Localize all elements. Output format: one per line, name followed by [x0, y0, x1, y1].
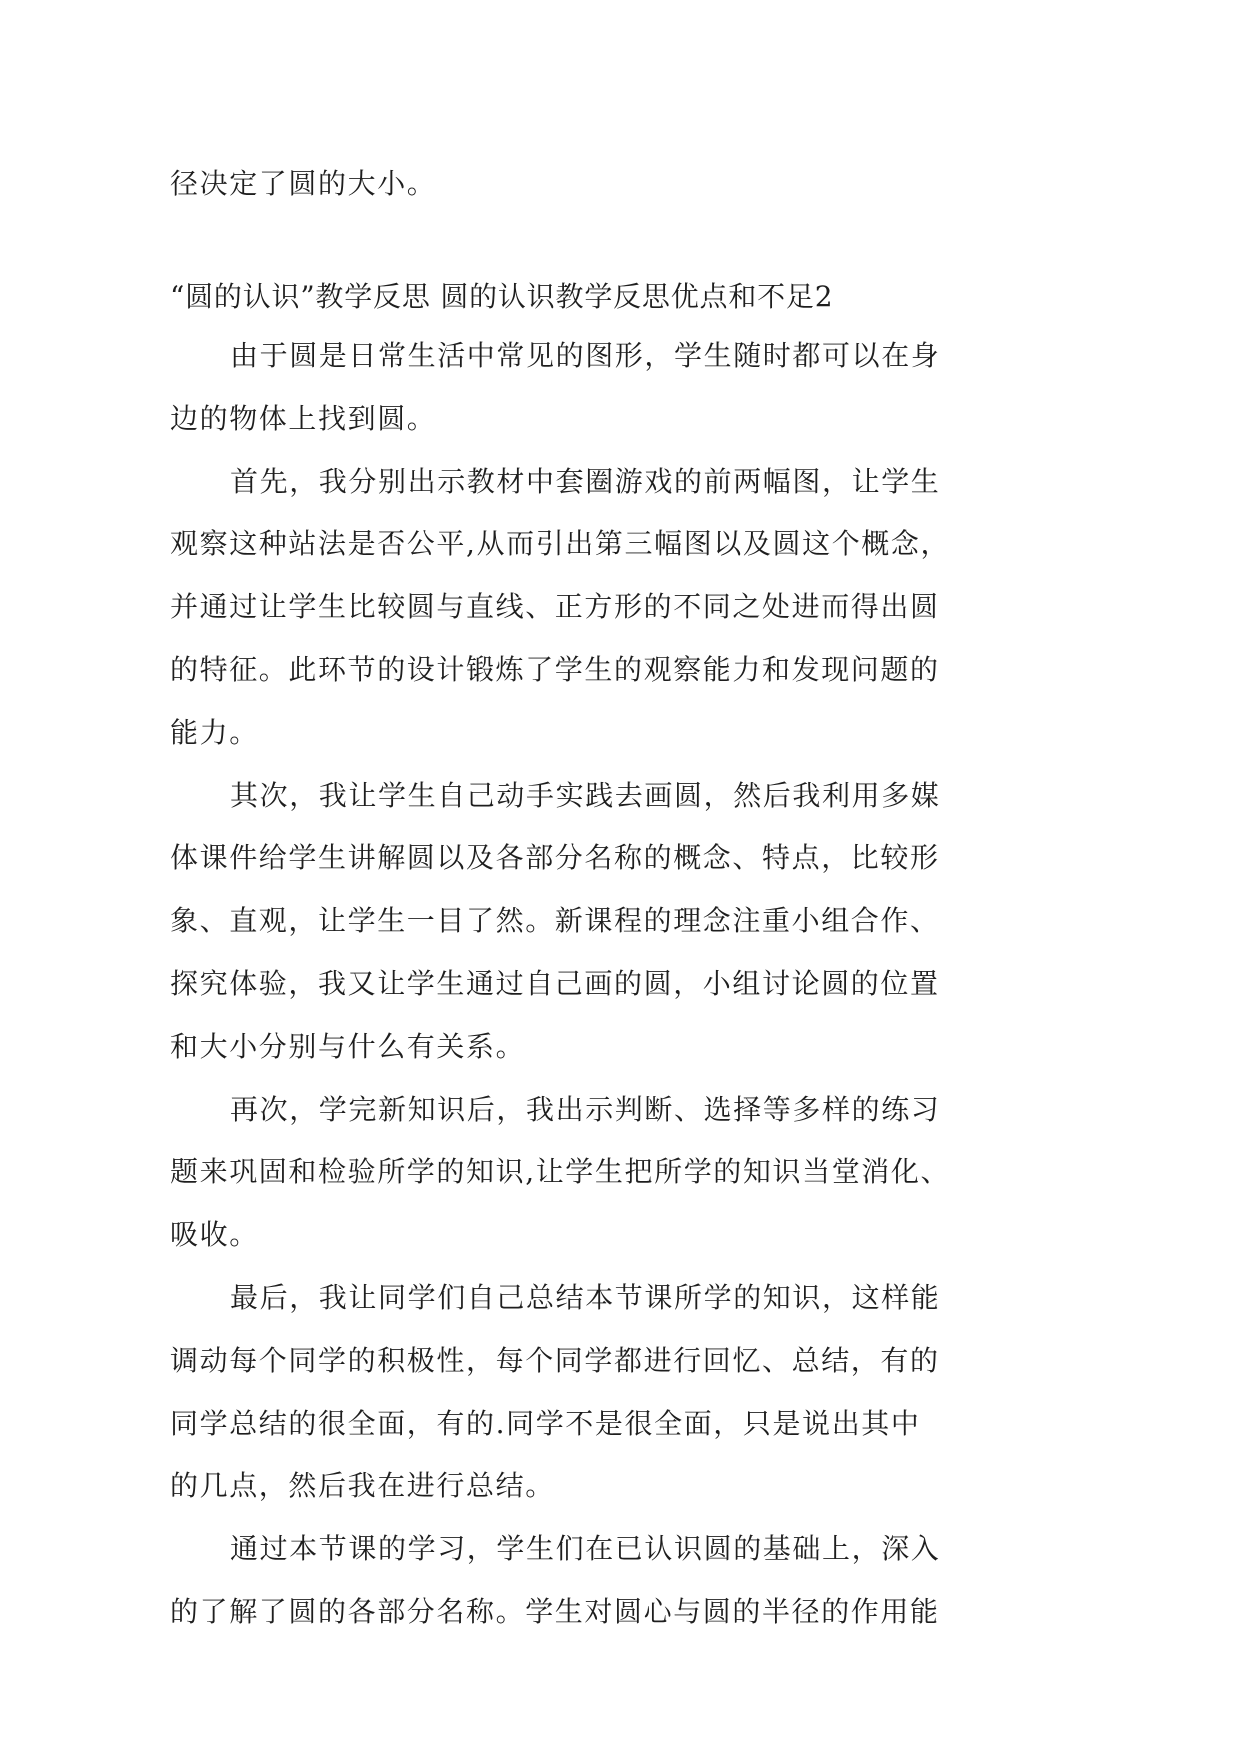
text-line: 能力。 — [170, 715, 259, 749]
text-line: 吸收。 — [170, 1218, 259, 1252]
text-line: 的特征。此环节的设计锻炼了学生的观察能力和发现问题的 — [170, 652, 940, 686]
text-line: 探究体验，我又让学生通过自己画的圆，小组讨论圆的位置 — [170, 966, 940, 1000]
text-line: 其次，我让学生自己动手实践去画圆，然后我利用多媒 — [230, 778, 941, 812]
text-line: 同学总结的很全面，有的.同学不是很全面，只是说出其中 — [170, 1406, 921, 1440]
paragraph — [170, 451, 990, 765]
text-line: 调动每个同学的积极性，每个同学都进行回忆、总结，有的 — [170, 1343, 940, 1377]
text-line: 由于圆是日常生活中常见的图形，学生随时都可以在身 — [230, 339, 941, 372]
paragraph — [170, 765, 990, 1079]
section-heading: “圆的认识”教学反思 圆的认识教学反思优点和不足2 — [170, 280, 834, 313]
text-line: 的几点，然后我在进行总结。 — [170, 1469, 555, 1503]
text-line: 首先，我分别出示教材中套圈游戏的前两幅图，让学生 — [230, 464, 941, 498]
paragraph — [170, 325, 990, 451]
paragraph — [170, 1518, 990, 1644]
text-line: 题来巩固和检验所学的知识,让学生把所学的知识当堂消化、 — [170, 1155, 951, 1189]
text-line: 最后，我让同学们自己总结本节课所学的知识，这样能 — [230, 1280, 941, 1314]
continued-paragraph — [170, 153, 990, 216]
text-line: 观察这种站法是否公平,从而引出第三幅图以及圆这个概念， — [170, 527, 951, 561]
paragraph — [170, 1267, 990, 1518]
text-line: 的了解了圆的各部分名称。学生对圆心与圆的半径的作用能 — [170, 1594, 940, 1628]
section-heading-block — [170, 266, 990, 329]
text-line: 径决定了圆的大小。 — [170, 167, 437, 200]
text-line: 象、直观，让学生一目了然。新课程的理念注重小组合作、 — [170, 904, 940, 938]
text-line: 再次，学完新知识后，我出示判断、选择等多样的练习 — [230, 1092, 941, 1126]
text-line: 通过本节课的学习，学生们在已认识圆的基础上，深入 — [230, 1532, 941, 1566]
document-body — [170, 325, 990, 1644]
paragraph — [170, 1079, 990, 1267]
text-line: 边的物体上找到圆。 — [170, 401, 437, 435]
text-line: 并通过让学生比较圆与直线、正方形的不同之处进而得出圆 — [170, 590, 940, 624]
text-line: 和大小分别与什么有关系。 — [170, 1029, 526, 1063]
text-line: 体课件给学生讲解圆以及各部分名称的概念、特点，比较形 — [170, 841, 940, 875]
